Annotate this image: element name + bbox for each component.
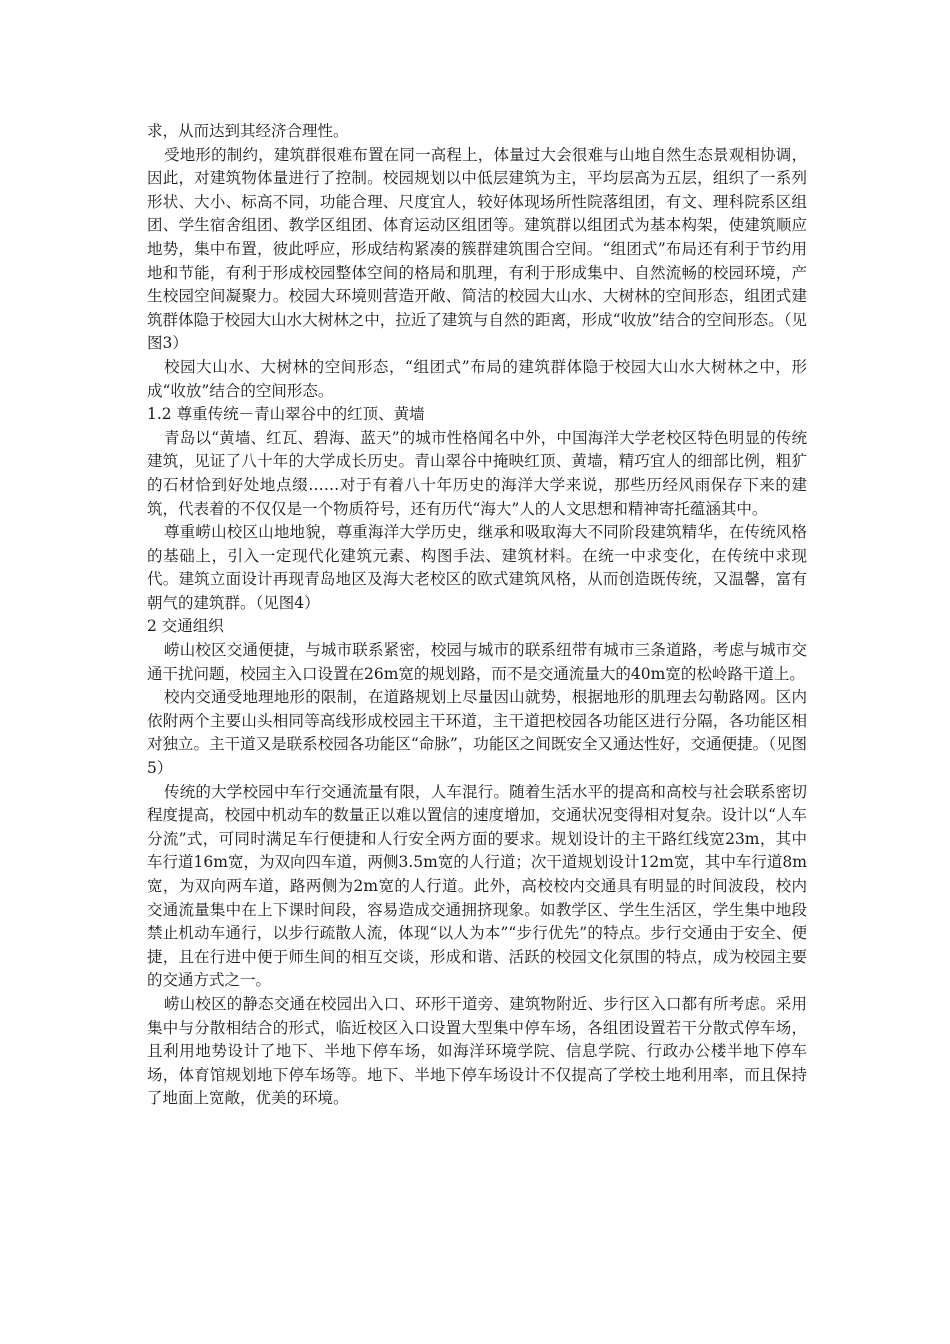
paragraph-continuation: 求，从而达到其经济合理性。 bbox=[147, 122, 349, 140]
paragraph-respect-history: 尊重崂山校区山地地貌，尊重海洋大学历史，继承和吸取海大不同阶段建筑精华，在传统风格的基础上，引入一定现代化建筑元素、构图手法、建筑材料。在统一中求变化，在传统中求现代。建筑立面设计再现青岛地区及海大老校区的欧式建筑风格，从而创造既传统，又温馨，富有朝气的建筑群。（见图4） bbox=[147, 523, 807, 612]
paragraph-traffic-separation: 传统的大学校园中车行交通流量有限，人车混行。随着生活水平的提高和高校与社会联系密切程度提高，校园中机动车的数量正以难以置信的速度增加，交通状况变得相对复杂。设计以“人车分流”式，可同时满足车行便捷和人行安全两方面的要求。规划设计的主干路红线宽23m，其中车行道16m宽，为双向四车道，两侧3.5m宽的人行道；次干道规划设计12m宽，其中车行道8m宽，为双向两车道，路两侧为2m宽的人行道。此外，高校校内交通具有明显的时间波段，校内交通流量集中在上下课时间段，容易造成交通拥挤现象。如教学区、学生生活区，学生集中地段禁止机动车通行，以步行疏散人流，体现“以人为本”“步行优先”的特点。步行交通由于安全、便捷，且在行进中便于师生间的相互交谈，形成和谐、活跃的校园文化氛围的特点，成为校园主要的交通方式之一。 bbox=[147, 782, 807, 990]
paragraph-qingdao-tradition: 青岛以“黄墙、红瓦、碧海、蓝天”的城市性格闻名中外，中国海洋大学老校区特色明显的传统建筑，见证了八十年的大学成长历史。青山翠谷中掩映红顶、黄墙，精巧宜人的细部比例，粗犷的石材恰到好处地点缀……对于有着八十年历史的海洋大学来说，那些历经风雨保存下来的建筑，代表着的不仅仅是一个物质符号，还有历代“海大”人的人文思想和精神寄托蕴涵其中。 bbox=[147, 428, 807, 518]
document-page bbox=[147, 120, 807, 1111]
section-heading-2: 2 交通组织 bbox=[147, 617, 224, 636]
section-heading-1-2: 1.2 尊重传统－青山翠谷中的红顶、黄墙 bbox=[147, 405, 425, 424]
paragraph-parking: 崂山校区的静态交通在校园出入口、环形干道旁、建筑物附近、步行区入口都有所考虑。采用集中与分散相结合的形式，临近校区入口设置大型集中停车场，各组团设置若干分散式停车场，且利用地势设计了地下、半地下停车场，如海洋环境学院、信息学院、行政办公楼半地下停车场，体育馆规划地下停车场等。地下、半地下停车场设计不仅提高了学校土地利用率，而且保持了地面上宽敞，优美的环境。 bbox=[147, 994, 807, 1108]
paragraph-spatial-form: 校园大山水、大树林的空间形态，“组团式”布局的建筑群体隐于校园大山水大树林之中，形成“收放”结合的空间形态。 bbox=[147, 357, 807, 400]
paragraph-campus-access: 崂山校区交通便捷，与城市联系紧密，校园与城市的联系纽带有城市三条道路，考虑与城市交通干扰问题，校园主入口设置在26m宽的规划路，而不是交通流量大的40m宽的松岭路干道上。 bbox=[147, 641, 807, 683]
paragraph-building-massing: 受地形的制约，建筑群很难布置在同一高程上，体量过大会很难与山地自然生态景观相协调，因此，对建筑物体量进行了控制。校园规划以中低层建筑为主，平均层高为五层，组织了一系列形状、大小、标高不同，功能合理、尺度宜人，较好体现场所性院落组团，有文、理科院系区组团、学生宿舍组团、教学区组团、体育运动区组团等。建筑群以组团式为基本构架，使建筑顺应地势，集中布置，彼此呼应，形成结构紧凑的簇群建筑围合空间。“组团式”布局还有利于节约用地和节能，有利于形成校园整体空间的格局和肌理，有利于形成集中、自然流畅的校园环境，产生校园空间凝聚力。校园大环境则营造开敞、简洁的校园大山水、大树林的空间形态，组团式建筑群体隐于校园大山水大树林之中，拉近了建筑与自然的距离，形成“收放”结合的空间形态。（见图3） bbox=[147, 145, 807, 353]
paragraph-road-network: 校内交通受地理地形的限制，在道路规划上尽量因山就势，根据地形的肌理去勾勒路网。区内依附两个主要山头相同等高线形成校园主干环道，主干道把校园各功能区进行分隔，各功能区相对独立。主干道又是联系校园各功能区“命脉”，功能区之间既安全又通达性好，交通便捷。（见图5） bbox=[147, 688, 807, 778]
